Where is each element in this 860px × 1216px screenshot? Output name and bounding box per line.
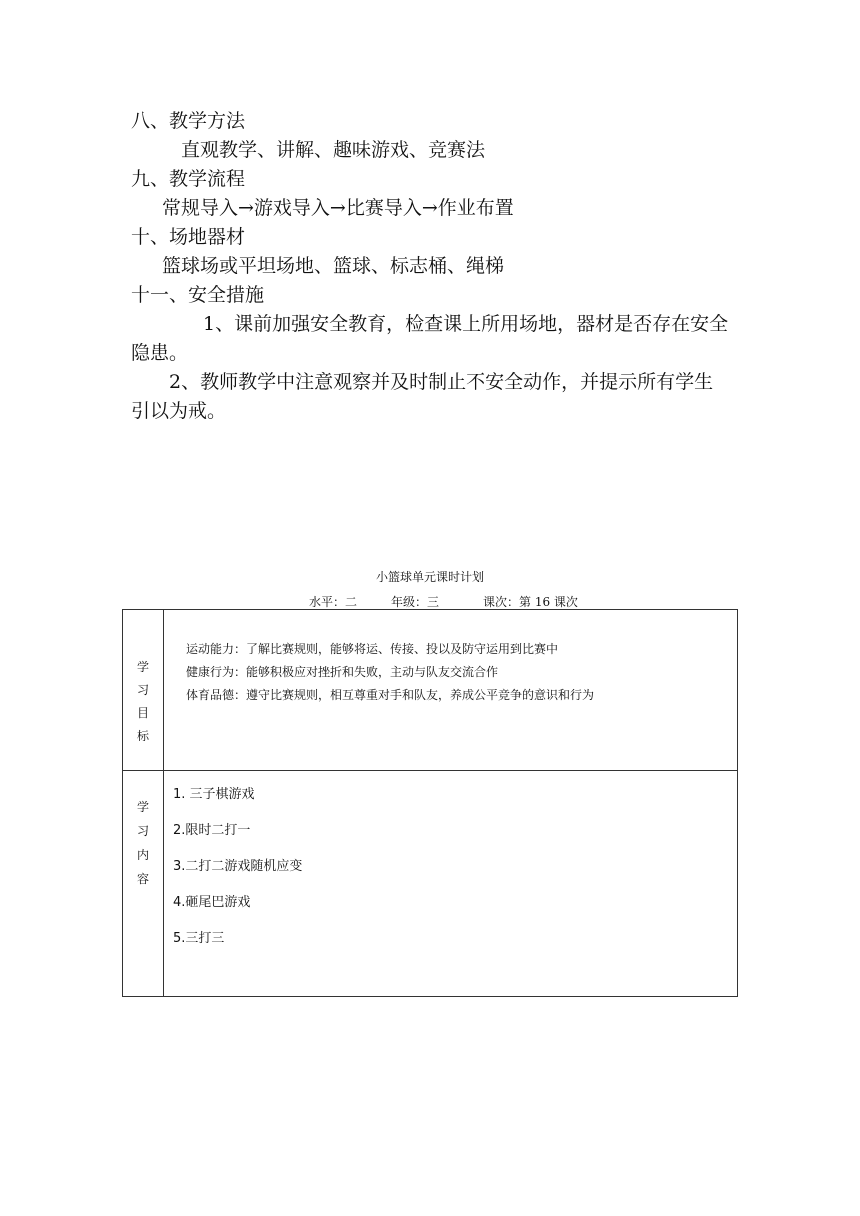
objectives-cell — [164, 610, 738, 771]
safety-paragraph-1: 1、课前加强安全教育，检查课上所用场地，器材是否存在安全隐患。 — [131, 313, 729, 364]
section-9-title: 九、教学流程 — [131, 168, 246, 190]
content-label-char: 学 — [136, 800, 149, 814]
objectives-row — [123, 610, 738, 771]
objectives-label-char: 学 — [136, 660, 149, 674]
content-item: 4.砸尾巴游戏 — [173, 895, 251, 910]
lesson-plan-table — [122, 609, 738, 997]
section-11-title: 十一、安全措施 — [131, 284, 265, 306]
objective-item: 体育品德：遵守比赛规则，相互尊重对手和队友，养成公平竞争的意识和行为 — [186, 688, 595, 702]
content-label-char: 内 — [136, 848, 149, 862]
content-cell — [164, 771, 738, 997]
section-8-body: 直观教学、讲解、趣味游戏、竞赛法 — [181, 139, 486, 161]
content-label-char: 容 — [136, 872, 149, 886]
section-8-title: 八、教学方法 — [131, 110, 246, 132]
plan-lesson: 课次：第 16 课次 — [483, 595, 578, 609]
objective-item: 健康行为：能够积极应对挫折和失败，主动与队友交流合作 — [186, 665, 499, 679]
content-item: 1. 三子棋游戏 — [173, 787, 255, 802]
content-row — [123, 771, 738, 997]
section-10-title: 十、场地器材 — [131, 226, 246, 248]
objectives-label-char: 目 — [136, 706, 149, 720]
section-9-body: 常规导入→游戏导入→比赛导入→作业布置 — [162, 197, 514, 219]
plan-title: 小篮球单元课时计划 — [375, 570, 484, 584]
content-item: 2.限时二打一 — [173, 823, 251, 838]
plan-grade: 年级：三 — [391, 595, 440, 609]
objective-item: 运动能力：了解比赛规则，能够将运、传接、投以及防守运用到比赛中 — [186, 642, 559, 656]
content-label-char: 习 — [136, 824, 149, 838]
objectives-label-char: 标 — [136, 729, 149, 743]
objectives-label-char: 习 — [136, 683, 149, 697]
section-10-body: 篮球场或平坦场地、篮球、标志桶、绳梯 — [162, 255, 505, 277]
objectives-label-cell — [123, 610, 164, 771]
content-label-cell — [123, 771, 164, 997]
content-item: 5.三打三 — [173, 931, 225, 946]
safety-paragraph-2: 2、教师教学中注意观察并及时制止不安全动作，并提示所有学生引以为戒。 — [131, 371, 714, 422]
content-item: 3.二打二游戏随机应变 — [173, 859, 303, 874]
plan-level: 水平：二 — [309, 595, 358, 609]
